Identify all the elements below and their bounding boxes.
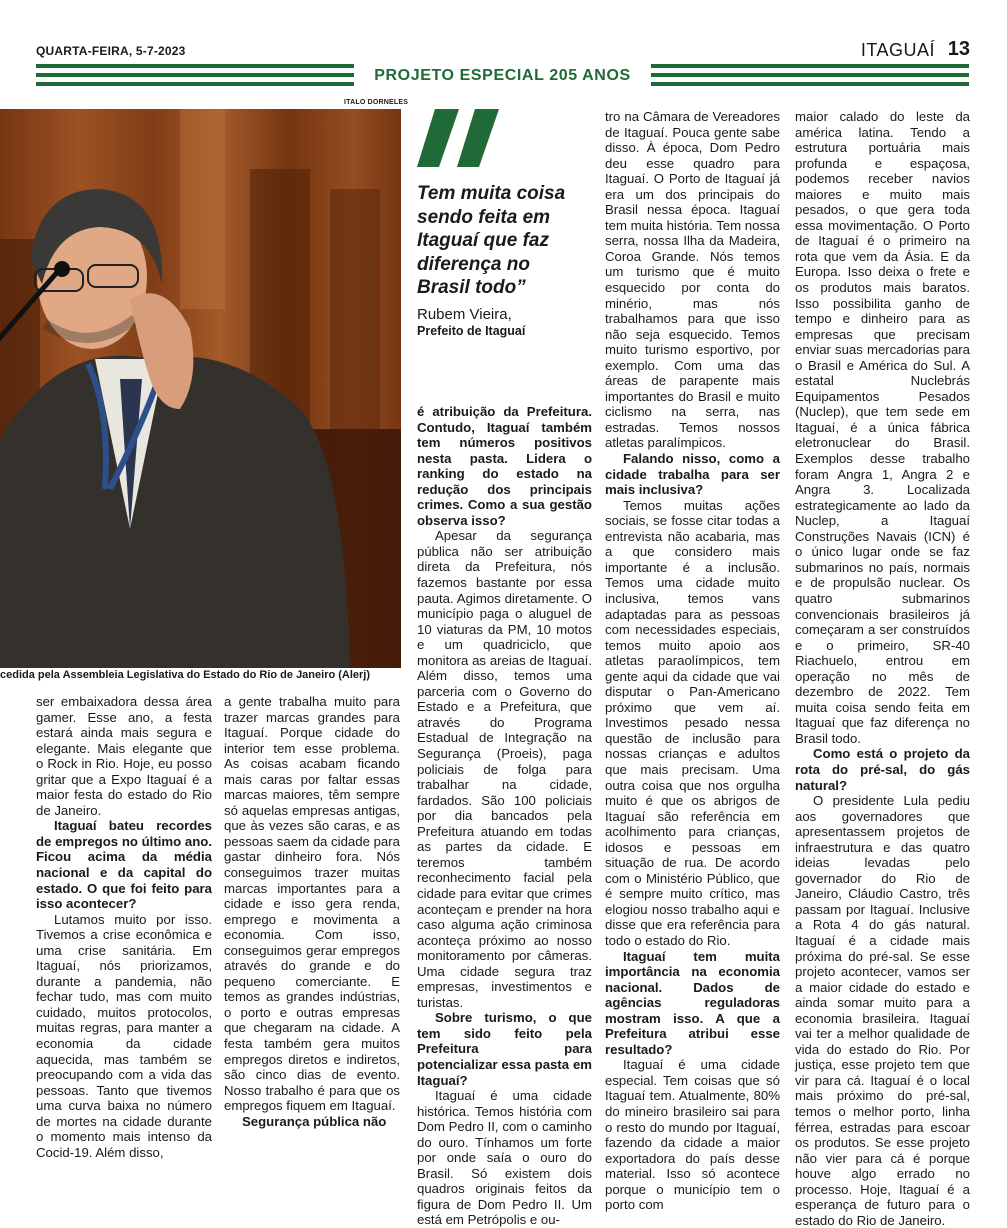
interview-question: é atribuição da Prefeitura. Contudo, Itaguaí também tem números positivos nesta pasta. Lidera o ranking do estado na redução dos principais crimes. Como a sua gestão observa isso?: [417, 404, 592, 528]
page-number: 13: [947, 38, 970, 60]
paragraph: a gente trabalha muito para trazer marcas grandes para Itaguaí. Porque cidade do interior tem esse problema. As coisas acabam ficando mais caras por faltar essas marcas maiores, têm sempre só aquelas empresas antigas, que às vezes são caras, e as pessoas saem da cidade para gastar dinheiro fora. Nós conseguimos trazer muitas marcas importantes para a cidade e isso gera renda, emprego e movimenta a economia. Com isso, conseguimos gerar empregos através do grande e do pequeno comerciante. E temos as grandes indústrias, o porto e outras empresas que chegaram na cidade. A festa também gera muitos empregos diretos e indiretos, são cinco dias de evento. Nosso trabalho é para que os empregos fiquem em Itaguaí.: [224, 694, 400, 1114]
rule-line: [36, 82, 354, 86]
section-title: PROJETO ESPECIAL 205 ANOS: [374, 67, 631, 84]
interview-question: Falando nisso, como a cidade trabalha para ser mais inclusiva?: [605, 451, 780, 498]
paragraph: Itaguaí é uma cidade especial. Tem coisas que só Itaguaí tem. Atualmente, 80% do mineiro brasileiro sai para o resto do mundo por Itaguaí, fazendo da cidade a maior exportadora do país desse material. Isso só acontece porque o município tem o porto com: [605, 1057, 780, 1213]
paragraph: Apesar da segurança pública não ser atribuição direta da Prefeitura, nós fazemos bastante por essa pauta. Agimos diretamente. O município paga o aluguel de 10 viaturas da PM, 10 motos e um quadriciclo, que monitora as areias de Itaguaí. Além disso, temos uma parceria com o Governo do Estado e a Prefeitura, que através do Programa Estadual de Integração na Segurança (Proeis), paga policiais de folga para trabalhar na cidade, fardados. São 100 policiais por dia bancados pela Prefeitura atuando em todas as partes da cidade. E teremos também reconhecimento facial pela cidade para evitar que crimes aconteçam e prender na hora caso alguma ação criminosa aconteça próximo ao nosso monitoramento por câmeras. Uma cidade segura traz empresas, investimentos e turistas.: [417, 528, 592, 1010]
paragraph: Itaguaí é uma cidade histórica. Temos história com Dom Pedro II, com o caminho do ouro. Tínhamos um forte por onde saía o ouro do Brasil. Só existem dois quadros originais feitos da figura de Dom Pedro II. Um está em Petrópolis e ou-: [417, 1088, 592, 1228]
paragraph: Temos muitas ações sociais, se fosse citar todas a entrevista não acabaria, mas a que considero mais importante é a inclusão. Temos uma cidade muito inclusiva, temos vans adaptadas para as pessoas com necessidades especiais, temos muito apoio aos atletas paraolímpicos, tem gente aqui da cidade que vai disputar o Pan-Americano próximo que vem aí. Investimos pesado nessa questão de inclusão para nossas crianças e adultos que mais precisam. Uma outra coisa que nos orgulha muito é que os abrigos de Itaguaí são referência em acolhimento para crianças, idosos e pessoas em situação de rua. De acordo com o Ministério Público, que é sempre muito crítico, mas elogiou nosso trabalho aqui e disse que era referência para todo o estado do Rio.: [605, 497, 780, 948]
article-column-5: [795, 109, 970, 1228]
rule-line: [651, 64, 969, 68]
interview-question: Como está o projeto da rota do pré-sal, do gás natural?: [795, 746, 970, 793]
article-column-2: [224, 694, 400, 1129]
article-column-3: [417, 404, 592, 1228]
rule-line: [36, 73, 354, 77]
interview-question: Itaguaí bateu recordes de empregos no último ano. Ficou acima da média nacional e da capital do estado. O que foi feito para isso acontecer?: [36, 818, 212, 912]
mayor-photo: [0, 109, 401, 668]
paragraph: O presidente Lula pediu aos governadores que apresentassem projetos de infraestrutura e das quatro ideias levadas pelo governador do Rio de Janeiro, Cláudio Castro, três passam por Itaguaí. Inclusive a Rota 4 do gás natural. Itaguaí é a cidade mais próxima do pré-sal. Se esse projeto acontecer, vamos ser a maior cidade do estado e ainda somar muito para a economia brasileira. Itaguaí vai ter a melhor qualidade de vida do estado do Rio. Por justiça, esse projeto tem que vir para cá. Itaguaí é o local mais próximo do pré-sal, temos o melhor porto, linha férrea, estradas para escoar os produtos. Se esse projeto não vier para cá é porque houve algo errado no processo. Hoje, Itaguaí é a esperança de futuro para o estado do Rio de Janeiro.: [795, 793, 970, 1228]
newspaper-name: ITAGUAÍ: [860, 40, 935, 60]
paragraph: Lutamos muito por isso. Tivemos a crise econômica e uma crise sanitária. Em Itaguaí, nós priorizamos, durante a pandemia, não fechar tudo, mas com muito cuidado, muitos protocolos, muitas regras, para manter a economia da cidade aquecida, mas também se preocupando com a vida das pessoas. Tanto que tivemos uma curva baixa no número de mortes na cidade durante o momento mais intenso da Cocid-19. Além disso,: [36, 911, 212, 1160]
photo-credit: ITALO DORNELES: [344, 99, 409, 106]
paragraph: ser embaixadora dessa área gamer. Esse ano, a festa estará ainda mais segura e elegante. Mais elegante que o Rock in Rio. Hoje, eu posso gritar que a Expo Itaguaí é a maior festa do estado do Rio de Janeiro.: [36, 694, 212, 818]
edition-date: QUARTA-FEIRA, 5-7-2023: [36, 44, 186, 58]
photo-illustration: [0, 109, 401, 668]
photo-caption: cedida pela Assembleia Legislativa do Estado do Rio de Janeiro (Alerj): [0, 669, 371, 681]
paragraph: maior calado do leste da américa latina. Tendo a estrutura portuária mais profunda e espaçosa, podemos receber navios maiores e muito mais pesados, o que gera toda essa movimentação. O Porto de Itaguaí é o primeiro na rota que vem da Ásia. E da Europa. Isso deixa o frete e os produtos mais baratos. Isso possibilita ganho de tempo e dinheiro para as empresas que precisam enviar suas mercadorias para o Brasil e América do Sul. A estatal Nuclebrás Equipamentos Pesados (Nuclep), que tem sede em Itaguaí, é a única fábrica eletronuclear do Brasil. Exemplos desse trabalho foram Angra 1, Angra 2 e Angra 3. Localizada estrategicamente ao lado da Nuclep, a Itaguaí Construções Navais (ICN) é o único lugar onde se faz submarinos no país, normais e de propulsão nuclear. Os quatro submarinos convencionais brasileiros já começaram a ser construídos e o primeiro, SR-40 Riachuelo, entrou em operação no mês de dezembro de 2022. Tem muita coisa sendo feita em Itaguaí que faz diferença no Brasil todo.: [795, 109, 970, 746]
interview-question: Segurança pública não: [242, 1113, 387, 1129]
quote-role: Prefeito de Itaguaí: [417, 324, 526, 338]
interview-question: Sobre turismo, o que tem sido feito pela Prefeitura para potencializar essa pasta em Itaguaí?: [417, 1010, 592, 1088]
rule-line: [651, 82, 969, 86]
rule-line: [36, 64, 354, 68]
rule-line: [651, 73, 969, 77]
quote-author: Rubem Vieira,: [417, 306, 512, 323]
quote-mark-icon: [417, 109, 499, 167]
pull-quote: Tem muita coisa sendo feita em Itaguaí que faz diferença no Brasil todo”: [417, 183, 566, 298]
article-column-1: [36, 694, 212, 1160]
section-banner: [36, 64, 969, 90]
paragraph: tro na Câmara de Vereadores de Itaguaí. Pouca gente sabe disso. À época, Dom Pedro deu esse quadro para Itaguaí. O Porto de Itaguaí já era um dos principais do Brasil nessa época. Itaguaí tem muita história. Tem nossa serra, nossa Ilha da Madeira, Coroa Grande. Nós temos um turismo que é muito esquecido por conta do minério, mas nós trabalhamos para que isso não seja esquecido. Temos muito turismo esportivo, por exemplo. Com uma das áreas de parapente mais importantes do Brasil e muito ciclismo na serra, nas estradas. Temos nossos atletas paralímpicos.: [605, 109, 780, 451]
article-column-4: [605, 109, 780, 1213]
interview-question: Itaguaí tem muita importância na economia nacional. Dados de agências reguladoras mostram isso. A que a Prefeitura atribui esse resultado?: [605, 948, 780, 1057]
